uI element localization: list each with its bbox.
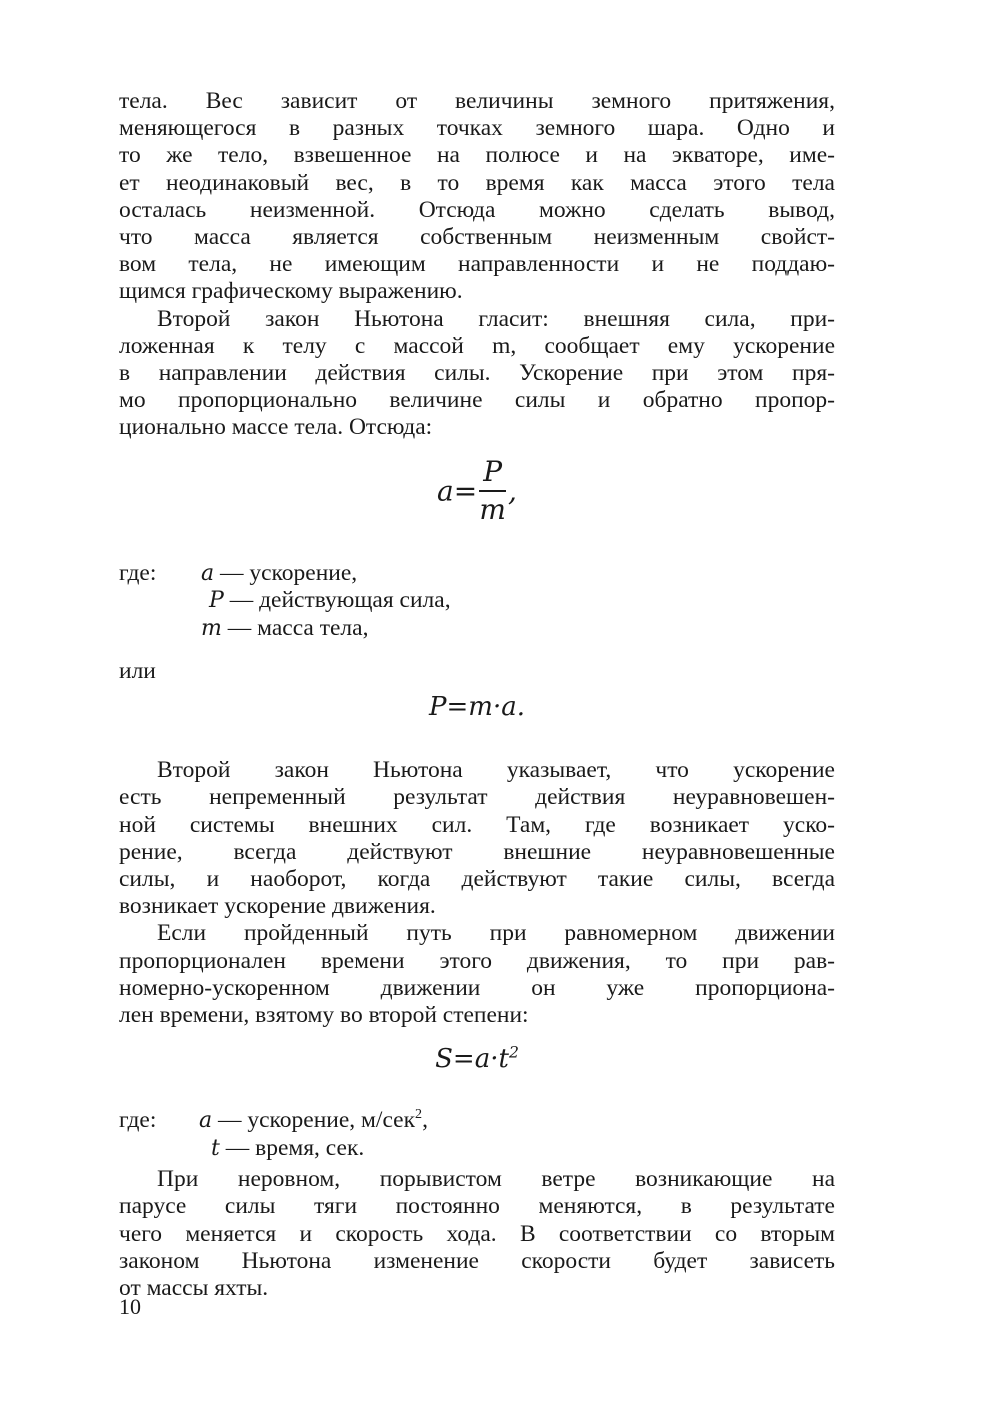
definition-symbol: a [201, 560, 215, 586]
text-line: то же тело, взвешенное на полюсе и на экваторе, име- [119, 142, 835, 169]
formula-exponent: 2 [508, 1043, 519, 1062]
formula-base: S=a·t [435, 1044, 509, 1075]
text-line: ной системы внешних сил. Там, где возникает уско- [119, 811, 835, 838]
text-line: щимся графическому выражению. [119, 278, 463, 305]
definition-item [201, 560, 835, 588]
fraction [479, 456, 506, 526]
text-line: законом Ньютона изменение скорости будет зависеть [119, 1247, 835, 1274]
text-line: что масса является собственным неизменным свойст- [119, 224, 835, 251]
definitions-list [119, 560, 835, 643]
paragraph-gusty-wind [119, 1166, 835, 1302]
text-line: есть непременный результат действия неуравновешен- [119, 784, 835, 811]
page-body [119, 88, 835, 1302]
definitions-list [119, 1107, 835, 1162]
formula-lhs: a= [437, 474, 478, 508]
definition-item [201, 615, 835, 643]
definition-unit-exponent: 2 [415, 1106, 423, 1123]
definitions-label: где: [119, 559, 157, 586]
definition-item [201, 587, 835, 615]
text-line: от массы яхты. [119, 1274, 269, 1301]
paragraph-uniform-motion [119, 920, 835, 1029]
definition-text: — ускорение, м/сек [218, 1107, 416, 1134]
text-line: парусе силы тяги постоянно меняются, в результате [119, 1193, 835, 1220]
fraction-numerator: P [479, 456, 506, 492]
text-line: номерно-ускоренном движении он уже пропорциона- [119, 974, 835, 1001]
text-line: При неровном, порывистом ветре возникающие на [157, 1166, 835, 1193]
text-line: силы, и наоборот, когда действуют такие силы, всегда [119, 865, 835, 892]
paragraph-second-law [119, 306, 835, 442]
fraction-denominator: m [479, 492, 506, 526]
paragraph-mass-weight [119, 88, 835, 306]
text-line: чего меняется и скорость хода. В соответствии со вторым [119, 1220, 835, 1247]
formula-trail: , [508, 474, 517, 508]
text-line: меняющегося в разных точках земного шара. Одно и [119, 115, 835, 142]
definition-item [199, 1135, 835, 1163]
definition-symbol: a [199, 1108, 213, 1134]
definition-symbol: P [209, 588, 224, 614]
connector-word: или [119, 658, 156, 685]
text-line: ет неодинаковый вес, в то время как масса этого тела [119, 169, 835, 196]
text-line: осталась неизменной. Отсюда можно сделать вывод, [119, 196, 835, 223]
formula-distance [119, 1041, 835, 1077]
text-line: Второй закон Ньютона гласит: внешняя сила, при- [157, 305, 835, 332]
definition-trail: , [422, 1107, 428, 1134]
text-line: Второй закон Ньютона указывает, что ускорение [157, 757, 835, 784]
formula-force: P=m·a. [429, 692, 525, 723]
text-line: в направлении действия силы. Ускорение при этом пря- [119, 360, 835, 387]
text-line: мо пропорционально величине силы и обратно пропор- [119, 387, 835, 414]
definition-text: — время, сек. [225, 1134, 365, 1161]
definition-item [199, 1107, 835, 1135]
definition-symbol: m [201, 615, 222, 641]
formula-acceleration [119, 456, 835, 532]
text-line: ложенная к телу с массой m, сообщает ему ускорение [119, 332, 835, 359]
definition-symbol: t [211, 1135, 220, 1161]
text-line: рение, всегда действуют внешние неуравновешенные [119, 838, 835, 865]
text-line: Если пройденный путь при равномерном движении [157, 920, 835, 947]
text-line: лен времени, взятому во второй степени: [119, 1001, 529, 1028]
text-line: тела. Вес зависит от величины земного притяжения, [119, 88, 835, 114]
page-number: 10 [119, 1294, 141, 1319]
definition-text: — масса тела, [227, 614, 369, 641]
paragraph-unbalanced-forces [119, 757, 835, 920]
definition-text: — ускорение, [220, 559, 358, 586]
text-line: возникает ускорение движения. [119, 893, 436, 920]
definitions-label: где: [119, 1107, 157, 1134]
definition-text: — действующая сила, [229, 587, 451, 614]
text-line: пропорционален времени этого движения, то при рав- [119, 947, 835, 974]
text-line: ционально массе тела. Отсюда: [119, 414, 433, 441]
text-line: вом тела, не имеющим направленности и не поддаю- [119, 251, 835, 278]
